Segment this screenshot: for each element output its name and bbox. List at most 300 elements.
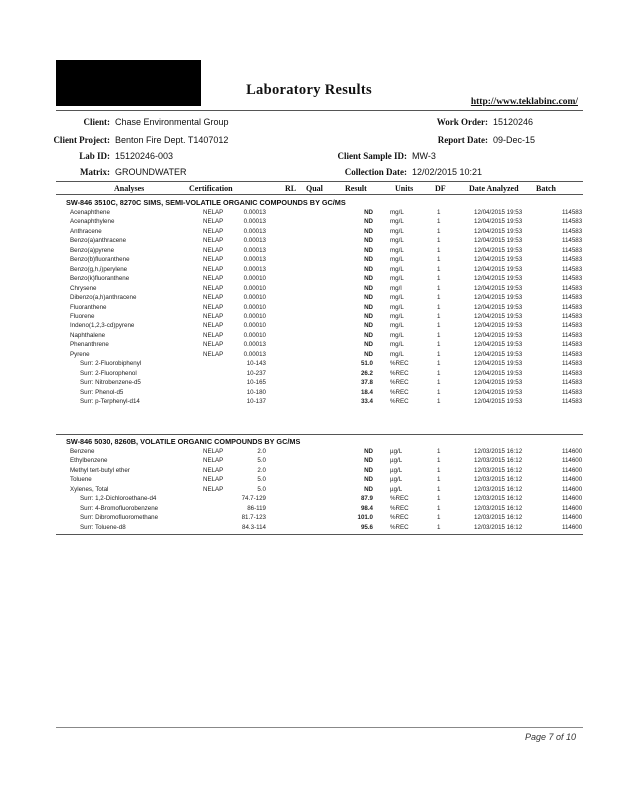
batch-cell: 114583 <box>562 360 583 368</box>
collection-date-row <box>320 167 482 177</box>
df-cell: 1 <box>437 284 441 292</box>
batch-cell: 114583 <box>562 237 583 245</box>
units-cell: mg/L <box>390 246 404 254</box>
result-cell: 51.0 <box>360 360 373 368</box>
date-analyzed-cell: 12/04/2015 19:53 <box>474 275 523 283</box>
col-qual: Qual <box>306 184 323 193</box>
col-result: Result <box>345 184 367 193</box>
work-order-row <box>420 117 533 127</box>
table-row <box>0 398 618 407</box>
table-row <box>0 514 618 523</box>
df-cell: 1 <box>437 265 441 273</box>
table-row <box>0 313 618 322</box>
df-cell: 1 <box>437 350 441 358</box>
batch-cell: 114583 <box>562 350 583 358</box>
analyte-cell: Acenaphthylene <box>70 218 115 226</box>
client-row <box>40 117 229 127</box>
table-row <box>0 448 618 457</box>
units-cell: %REC <box>390 369 409 377</box>
date-analyzed-cell: 12/03/2015 16:12 <box>474 523 523 531</box>
batch-cell: 114583 <box>562 369 583 377</box>
df-cell: 1 <box>437 379 441 387</box>
work-order-value: 15120246 <box>493 117 534 127</box>
certification-cell: NELAP <box>203 209 224 216</box>
df-cell: 1 <box>437 398 441 405</box>
analyte-cell: Chrysene <box>70 284 97 292</box>
analyte-cell: Benzo(a)anthracene <box>70 237 127 245</box>
result-cell: ND <box>364 284 373 292</box>
batch-cell: 114600 <box>562 457 583 465</box>
units-cell: mg/L <box>390 341 404 349</box>
df-cell: 1 <box>437 246 441 254</box>
client-project-label: Client Project: <box>53 135 110 145</box>
table-row <box>0 275 618 284</box>
batch-cell: 114583 <box>562 209 583 216</box>
table-row <box>0 294 618 303</box>
analyte-cell: Surr: 1,2-Dichloroethane-d4 <box>80 495 157 503</box>
rl-cell: 0.00010 <box>243 284 266 292</box>
rl-cell: 74.7-129 <box>241 495 266 503</box>
client-sample-id-label: Client Sample ID: <box>337 151 407 161</box>
batch-cell: 114600 <box>562 485 583 493</box>
df-cell: 1 <box>437 256 441 264</box>
rl-cell: 5.0 <box>257 485 266 493</box>
df-cell: 1 <box>437 495 441 503</box>
units-cell: mg/L <box>390 312 404 320</box>
date-analyzed-cell: 12/04/2015 19:53 <box>474 246 523 254</box>
table-row <box>0 476 618 485</box>
date-analyzed-cell: 12/03/2015 16:12 <box>474 457 523 465</box>
df-cell: 1 <box>437 360 441 368</box>
rl-cell: 0.00010 <box>243 322 266 330</box>
certification-cell: NELAP <box>203 457 224 465</box>
rl-cell: 0.00013 <box>243 341 266 349</box>
analyte-cell: Toluene <box>70 476 92 484</box>
df-cell: 1 <box>437 523 441 531</box>
result-cell: ND <box>364 485 373 493</box>
analyte-cell: Surr: Nitrobenzene-d5 <box>80 379 141 387</box>
result-cell: 33.4 <box>360 398 373 405</box>
analyte-cell: Methyl tert-butyl ether <box>70 466 130 474</box>
df-cell: 1 <box>437 322 441 330</box>
date-analyzed-cell: 12/04/2015 19:53 <box>474 209 523 216</box>
footer-rule <box>56 727 583 728</box>
result-cell: ND <box>364 457 373 465</box>
df-cell: 1 <box>437 294 441 302</box>
batch-cell: 114600 <box>562 504 583 512</box>
certification-cell: NELAP <box>203 350 224 358</box>
report-date-row <box>420 135 535 145</box>
result-cell: ND <box>364 448 373 455</box>
batch-cell: 114583 <box>562 218 583 226</box>
units-cell: %REC <box>390 504 409 512</box>
date-analyzed-cell: 12/04/2015 19:53 <box>474 360 523 368</box>
collection-date-label: Collection Date: <box>344 167 407 177</box>
result-cell: ND <box>364 256 373 264</box>
section-title: SW-846 3510C, 8270C SIMS, SEMI-VOLATILE ORGANIC COMPOUNDS BY GC/MS <box>66 198 346 207</box>
lab-id-row <box>40 151 173 161</box>
rl-cell: 86-119 <box>247 504 266 512</box>
units-cell: µg/L <box>390 448 403 455</box>
page-number: Page 7 of 10 <box>524 732 576 742</box>
table-row <box>0 389 618 398</box>
date-analyzed-cell: 12/04/2015 19:53 <box>474 312 523 320</box>
result-cell: ND <box>364 275 373 283</box>
table-row <box>0 237 618 246</box>
result-cell: ND <box>364 331 373 339</box>
table-row <box>0 495 618 504</box>
rl-cell: 10-165 <box>246 379 266 387</box>
table-row <box>0 247 618 256</box>
date-analyzed-cell: 12/04/2015 19:53 <box>474 369 523 377</box>
certification-cell: NELAP <box>203 466 224 474</box>
analyte-cell: Surr: Phenol-d5 <box>80 388 124 396</box>
result-cell: ND <box>364 476 373 484</box>
rl-cell: 0.00013 <box>243 227 266 235</box>
analyte-cell: Indeno(1,2,3-cd)pyrene <box>70 322 135 330</box>
df-cell: 1 <box>437 331 441 339</box>
column-header-bottom-rule <box>56 194 583 195</box>
rl-cell: 5.0 <box>257 457 266 465</box>
certification-cell: NELAP <box>203 448 224 455</box>
table-row <box>0 266 618 275</box>
result-cell: ND <box>364 218 373 226</box>
batch-cell: 114600 <box>562 476 583 484</box>
table-row <box>0 351 618 360</box>
result-cell: ND <box>364 341 373 349</box>
batch-cell: 114583 <box>562 331 583 339</box>
df-cell: 1 <box>437 369 441 377</box>
units-cell: mg/l <box>390 284 402 292</box>
units-cell: mg/L <box>390 209 404 216</box>
analyte-cell: Benzo(b)fluoranthene <box>70 256 130 264</box>
units-cell: mg/L <box>390 275 404 283</box>
result-cell: ND <box>364 237 373 245</box>
batch-cell: 114583 <box>562 265 583 273</box>
rl-cell: 0.00013 <box>243 218 266 226</box>
df-cell: 1 <box>437 312 441 320</box>
rl-cell: 0.00010 <box>243 294 266 302</box>
table-row <box>0 332 618 341</box>
df-cell: 1 <box>437 504 441 512</box>
table-end-rule <box>56 534 583 535</box>
batch-cell: 114583 <box>562 227 583 235</box>
analyte-cell: Dibenzo(a,h)anthracene <box>70 294 137 302</box>
units-cell: %REC <box>390 495 409 503</box>
date-analyzed-cell: 12/04/2015 19:53 <box>474 379 523 387</box>
df-cell: 1 <box>437 514 441 522</box>
date-analyzed-cell: 12/04/2015 19:53 <box>474 331 523 339</box>
df-cell: 1 <box>437 476 441 484</box>
date-analyzed-cell: 12/04/2015 19:53 <box>474 265 523 273</box>
certification-cell: NELAP <box>203 237 224 245</box>
rl-cell: 10-237 <box>246 369 266 377</box>
analyte-cell: Fluorene <box>70 312 95 320</box>
units-cell: mg/L <box>390 237 404 245</box>
result-cell: ND <box>364 265 373 273</box>
client-value: Chase Environmental Group <box>115 117 229 127</box>
rl-cell: 0.00013 <box>243 246 266 254</box>
date-analyzed-cell: 12/04/2015 19:53 <box>474 256 523 264</box>
lab-id-label: Lab ID: <box>79 151 110 161</box>
result-cell: ND <box>364 294 373 302</box>
table-row <box>0 505 618 514</box>
table-row <box>0 322 618 331</box>
analyte-cell: Xylenes, Total <box>70 485 109 493</box>
table-row <box>0 228 618 237</box>
table-row <box>0 457 618 466</box>
rl-cell: 5.0 <box>257 476 266 484</box>
date-analyzed-cell: 12/04/2015 19:53 <box>474 218 523 226</box>
analyte-cell: Surr: Dibromofluoromethane <box>80 514 159 522</box>
date-analyzed-cell: 12/04/2015 19:53 <box>474 322 523 330</box>
certification-cell: NELAP <box>203 284 224 292</box>
table-row <box>0 218 618 227</box>
matrix-label: Matrix: <box>80 167 110 177</box>
date-analyzed-cell: 12/04/2015 19:53 <box>474 398 523 405</box>
rl-cell: 0.00013 <box>243 209 266 216</box>
rl-cell: 2.0 <box>257 466 266 474</box>
col-rl: RL <box>285 184 297 193</box>
date-analyzed-cell: 12/04/2015 19:53 <box>474 350 523 358</box>
batch-cell: 114600 <box>562 523 583 531</box>
analyte-cell: Surr: p-Terphenyl-d14 <box>80 398 140 405</box>
units-cell: %REC <box>390 514 409 522</box>
certification-cell: NELAP <box>203 294 224 302</box>
batch-cell: 114583 <box>562 275 583 283</box>
date-analyzed-cell: 12/03/2015 16:12 <box>474 466 523 474</box>
result-cell: 37.8 <box>360 379 373 387</box>
col-certification: Certification <box>189 184 233 193</box>
report-date-value: 09-Dec-15 <box>493 135 536 145</box>
result-cell: ND <box>364 466 373 474</box>
date-analyzed-cell: 12/04/2015 19:53 <box>474 227 523 235</box>
table-row <box>0 209 618 218</box>
result-cell: ND <box>364 350 373 358</box>
batch-cell: 114583 <box>562 379 583 387</box>
col-units: Units <box>395 184 414 193</box>
units-cell: mg/L <box>390 350 404 358</box>
col-date-analyzed: Date Analyzed <box>469 184 519 193</box>
header-divider <box>56 110 583 111</box>
certification-cell: NELAP <box>203 476 224 484</box>
units-cell: mg/L <box>390 218 404 226</box>
matrix-value: GROUNDWATER <box>115 167 187 177</box>
rl-cell: 0.00013 <box>243 350 266 358</box>
lab-id-value: 15120246-003 <box>115 151 174 161</box>
rl-cell: 0.00010 <box>243 331 266 339</box>
batch-cell: 114583 <box>562 256 583 264</box>
units-cell: mg/L <box>390 303 404 311</box>
batch-cell: 114583 <box>562 294 583 302</box>
units-cell: mg/L <box>390 265 404 273</box>
batch-cell: 114600 <box>562 448 583 455</box>
page-title: Laboratory Results <box>246 82 372 98</box>
result-cell: ND <box>364 227 373 235</box>
table-row <box>0 256 618 265</box>
col-analyses: Analyses <box>114 184 145 193</box>
col-batch: Batch <box>536 184 556 193</box>
client-sample-id-value: MW-3 <box>412 151 436 161</box>
batch-cell: 114600 <box>562 514 583 522</box>
result-cell: ND <box>364 246 373 254</box>
df-cell: 1 <box>437 457 441 465</box>
result-cell: 87.9 <box>360 495 373 503</box>
analyte-cell: Surr: 2-Fluorobiphenyl <box>80 360 142 368</box>
client-project-row <box>40 135 228 145</box>
table-row <box>0 370 618 379</box>
result-cell: ND <box>364 322 373 330</box>
units-cell: %REC <box>390 523 409 531</box>
analyte-cell: Benzene <box>70 448 95 455</box>
rl-cell: 0.00013 <box>243 265 266 273</box>
analyte-cell: Benzo(k)fluoranthene <box>70 275 130 283</box>
analyte-cell: Anthracene <box>70 227 102 235</box>
batch-cell: 114583 <box>562 388 583 396</box>
collection-date-value: 12/02/2015 10:21 <box>412 167 483 177</box>
table-row <box>0 524 618 533</box>
batch-cell: 114600 <box>562 495 583 503</box>
df-cell: 1 <box>437 466 441 474</box>
result-cell: 18.4 <box>360 388 373 396</box>
batch-cell: 114600 <box>562 466 583 474</box>
rl-cell: 0.00010 <box>243 275 266 283</box>
batch-cell: 114583 <box>562 303 583 311</box>
date-analyzed-cell: 12/04/2015 19:53 <box>474 341 523 349</box>
units-cell: %REC <box>390 379 409 387</box>
df-cell: 1 <box>437 275 441 283</box>
analyte-cell: Benzo(g,h,i)perylene <box>70 265 128 273</box>
matrix-row <box>40 167 187 177</box>
section-title: SW-846 5030, 8260B, VOLATILE ORGANIC COMPOUNDS BY GC/MS <box>66 437 301 446</box>
units-cell: %REC <box>390 398 409 405</box>
date-analyzed-cell: 12/03/2015 16:12 <box>474 504 523 512</box>
rl-cell: 2.0 <box>257 448 266 455</box>
column-header-top-rule <box>56 181 583 182</box>
table-row <box>0 360 618 369</box>
result-cell: 26.2 <box>360 369 373 377</box>
date-analyzed-cell: 12/04/2015 19:53 <box>474 237 523 245</box>
table-row <box>0 304 618 313</box>
df-cell: 1 <box>437 227 441 235</box>
rl-cell: 0.00013 <box>243 256 266 264</box>
result-cell: 101.0 <box>357 514 373 522</box>
date-analyzed-cell: 12/03/2015 16:12 <box>474 448 523 455</box>
section-divider <box>56 434 583 435</box>
analyte-cell: Pyrene <box>70 350 90 358</box>
analyte-cell: Ethylbenzene <box>70 457 108 465</box>
date-analyzed-cell: 12/03/2015 16:12 <box>474 514 523 522</box>
analyte-cell: Surr: 4-Bromofluorobenzene <box>80 504 159 512</box>
certification-cell: NELAP <box>203 341 224 349</box>
units-cell: mg/L <box>390 294 404 302</box>
analyte-cell: Surr: 2-Fluorophenol <box>80 369 137 377</box>
df-cell: 1 <box>437 485 441 493</box>
certification-cell: NELAP <box>203 265 224 273</box>
rl-cell: 84.3-114 <box>242 523 266 531</box>
units-cell: mg/L <box>390 227 404 235</box>
rl-cell: 81.7-123 <box>241 514 266 522</box>
units-cell: %REC <box>390 388 409 396</box>
analyte-cell: Benzo(a)pyrene <box>70 246 115 254</box>
table-row <box>0 486 618 495</box>
certification-cell: NELAP <box>203 312 224 320</box>
certification-cell: NELAP <box>203 322 224 330</box>
analyte-cell: Fluoranthene <box>70 303 107 311</box>
lab-website-link[interactable]: http://www.teklabinc.com/ <box>470 97 578 107</box>
df-cell: 1 <box>437 303 441 311</box>
rl-cell: 0.00013 <box>243 237 266 245</box>
batch-cell: 114583 <box>562 246 583 254</box>
rl-cell: 10-180 <box>246 388 266 396</box>
table-row <box>0 285 618 294</box>
client-project-value: Benton Fire Dept. T1407012 <box>115 135 229 145</box>
units-cell: µg/L <box>390 476 403 484</box>
df-cell: 1 <box>437 237 441 245</box>
rl-cell: 0.00010 <box>243 312 266 320</box>
df-cell: 1 <box>437 388 441 396</box>
result-cell: ND <box>364 303 373 311</box>
certification-cell: NELAP <box>203 275 224 283</box>
df-cell: 1 <box>437 209 441 216</box>
certification-cell: NELAP <box>203 227 224 235</box>
result-cell: 98.4 <box>360 504 373 512</box>
batch-cell: 114583 <box>562 322 583 330</box>
certification-cell: NELAP <box>203 485 224 493</box>
work-order-label: Work Order: <box>436 117 488 127</box>
client-label: Client: <box>83 117 110 127</box>
rl-cell: 0.00010 <box>243 303 266 311</box>
client-sample-id-row <box>320 151 436 161</box>
analyte-cell: Phenanthrene <box>70 341 109 349</box>
rl-cell: 10-137 <box>246 398 266 405</box>
units-cell: mg/L <box>390 322 404 330</box>
units-cell: µg/L <box>390 466 403 474</box>
date-analyzed-cell: 12/03/2015 16:12 <box>474 476 523 484</box>
date-analyzed-cell: 12/04/2015 19:53 <box>474 294 523 302</box>
df-cell: 1 <box>437 218 441 226</box>
units-cell: mg/L <box>390 331 404 339</box>
certification-cell: NELAP <box>203 246 224 254</box>
df-cell: 1 <box>437 448 441 455</box>
date-analyzed-cell: 12/03/2015 16:12 <box>474 495 523 503</box>
units-cell: mg/L <box>390 256 404 264</box>
batch-cell: 114583 <box>562 398 583 405</box>
table-row <box>0 379 618 388</box>
units-cell: µg/L <box>390 457 403 465</box>
certification-cell: NELAP <box>203 256 224 264</box>
rl-cell: 10-143 <box>246 360 266 368</box>
batch-cell: 114583 <box>562 312 583 320</box>
result-cell: ND <box>364 209 373 216</box>
analyte-cell: Acenaphthene <box>70 209 110 216</box>
col-df: DF <box>435 184 446 193</box>
table-row <box>0 341 618 350</box>
date-analyzed-cell: 12/03/2015 16:12 <box>474 485 523 493</box>
batch-cell: 114583 <box>562 341 583 349</box>
certification-cell: NELAP <box>203 331 224 339</box>
certification-cell: NELAP <box>203 218 224 226</box>
report-date-label: Report Date: <box>437 135 488 145</box>
date-analyzed-cell: 12/04/2015 19:53 <box>474 303 523 311</box>
analyte-cell: Naphthalene <box>70 331 106 339</box>
result-cell: ND <box>364 312 373 320</box>
batch-cell: 114583 <box>562 284 583 292</box>
certification-cell: NELAP <box>203 303 224 311</box>
result-cell: 95.6 <box>360 523 373 531</box>
date-analyzed-cell: 12/04/2015 19:53 <box>474 284 523 292</box>
df-cell: 1 <box>437 341 441 349</box>
